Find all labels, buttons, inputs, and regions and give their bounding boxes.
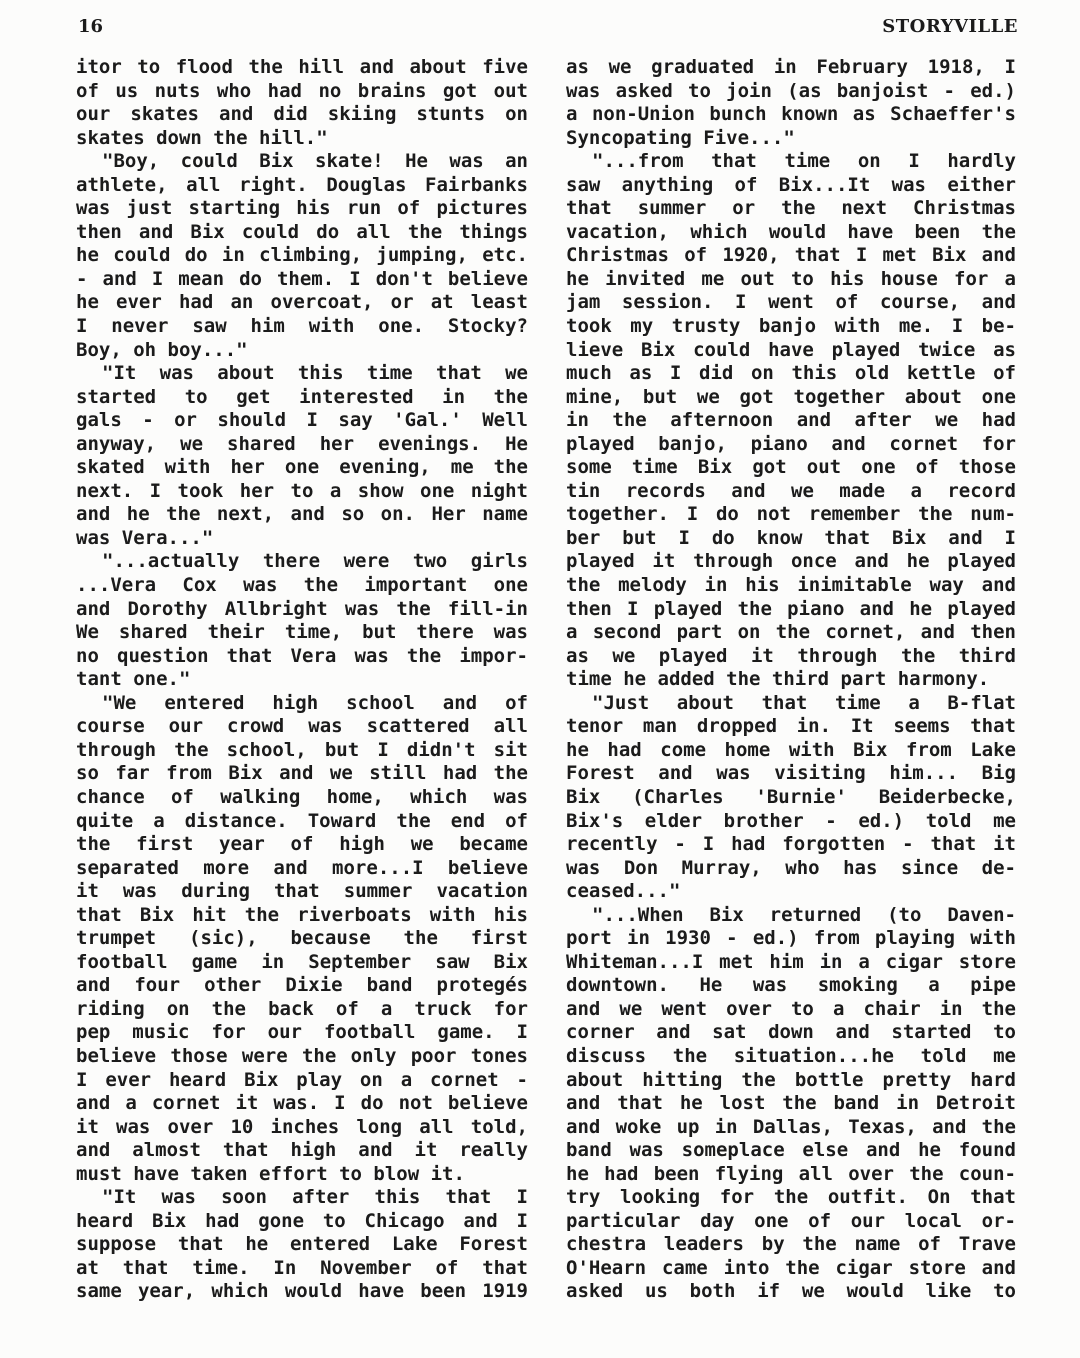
text-line: athlete, all right. Douglas Fairbanks <box>76 173 528 196</box>
text-line: downtown. He was smoking a pipe <box>566 974 1016 997</box>
text-line: our skates and did skiing stunts on <box>76 103 528 126</box>
text-line: Forest and was visiting him... Big <box>566 762 1016 785</box>
text-line: jam session. I went of course, and <box>566 291 1016 314</box>
text-line: ber but I do know that Bix and I <box>566 526 1016 549</box>
text-line: discuss the situation...he told me <box>566 1044 1016 1067</box>
text-line: was Don Murray, who has since de- <box>566 856 1016 879</box>
text-line: and we went over to a chair in the <box>566 997 1016 1020</box>
text-line: he invited me out to his house for a <box>566 267 1016 290</box>
text-line: riding on the back of a truck for <box>76 997 528 1020</box>
text-line: trumpet (sic), because the first <box>76 927 528 950</box>
text-line: ceased..." <box>566 880 681 903</box>
text-line: as we played it through the third <box>566 644 1016 667</box>
text-line: "We entered high school and of <box>102 691 528 714</box>
text-line: "...actually there were two girls <box>102 550 528 573</box>
text-line: Boy, oh boy..." <box>76 338 248 361</box>
text-line: suppose that he entered Lake Forest <box>76 1233 528 1256</box>
text-line: time he added the third part harmony. <box>566 668 990 691</box>
text-line: quite a distance. Toward the end of <box>76 809 528 832</box>
text-line: tin records and we made a record <box>566 479 1016 502</box>
text-line: no question that Vera was the impor- <box>76 644 528 667</box>
text-line: heard Bix had gone to Chicago and I <box>76 1209 528 1232</box>
text-line: We shared their time, but there was <box>76 621 528 644</box>
text-line: the melody in his inimitable way and <box>566 574 1016 597</box>
text-line: was asked to join (as banjoist - ed.) <box>566 79 1016 102</box>
text-line: I ever heard Bix play on a cornet - <box>76 1068 528 1091</box>
text-line: football game in September saw Bix <box>76 950 528 973</box>
text-line: band was someplace else and he found <box>566 1139 1016 1162</box>
text-line: in the afternoon and after we had <box>566 409 1016 432</box>
text-line: and four other Dixie band protegés <box>76 974 528 997</box>
text-line: and a cornet it was. I do not believe <box>76 1092 528 1115</box>
text-line: chestra leaders by the name of Trave <box>566 1233 1016 1256</box>
text-line: believe those were the only poor tones <box>76 1044 528 1067</box>
text-line: started to get interested in the <box>76 385 528 408</box>
text-line: together. I do not remember the num- <box>566 503 1016 526</box>
text-line: "...from that time on I hardly <box>592 150 1016 173</box>
text-line: itor to flood the hill and about five <box>76 56 528 78</box>
text-line: played it through once and he played <box>566 550 1016 573</box>
text-line: vacation, which would have been the <box>566 220 1016 243</box>
text-line: "Boy, could Bix skate! He was an <box>102 150 528 173</box>
text-line: much as I did on this old kettle of <box>566 362 1016 385</box>
text-line: lieve Bix could have played twice as <box>566 338 1016 361</box>
text-line: port in 1930 - ed.) from playing with <box>566 927 1016 950</box>
text-line: it was during that summer vacation <box>76 880 528 903</box>
text-line: the first year of high we became <box>76 833 528 856</box>
text-line: and he the next, and so on. Her name <box>76 503 528 526</box>
text-line: tant one." <box>76 668 191 691</box>
text-line: separated more and more...I believe <box>76 856 528 879</box>
text-line: recently - I had forgotten - that it <box>566 833 1016 856</box>
text-line: it was over 10 inches long all told, <box>76 1115 528 1138</box>
text-line: skates down the hill." <box>76 126 328 149</box>
text-line: and woke up in Dallas, Texas, and the <box>566 1115 1016 1138</box>
text-line: and Dorothy Allbright was the fill-in <box>76 597 528 620</box>
text-line: tenor man dropped in. It seems that <box>566 715 1016 738</box>
text-line: "It was soon after this that I <box>102 1186 528 1209</box>
text-line: must have taken effort to blow it. <box>76 1162 465 1185</box>
text-line: through the school, but I didn't sit <box>76 738 528 761</box>
text-line: he had come home with Bix from Lake <box>566 738 1016 761</box>
text-line: he ever had an overcoat, or at least <box>76 291 528 314</box>
text-line: - and I mean do them. I don't believe <box>76 267 528 290</box>
text-line: "Just about that time a B-flat <box>592 691 1016 714</box>
text-line: O'Hearn came into the cigar store and <box>566 1256 1016 1279</box>
text-line: asked us both if we would like to <box>566 1280 1016 1303</box>
text-line: then I played the piano and he played <box>566 597 1016 620</box>
text-line: of us nuts who had no brains got out <box>76 79 528 102</box>
text-line: and almost that high and it really <box>76 1139 528 1162</box>
text-line: Whiteman...I met him in a cigar store <box>566 950 1016 973</box>
right-text-column <box>566 56 1016 1304</box>
text-line: some time Bix got out one of those <box>566 456 1016 479</box>
text-line: so far from Bix and we still had the <box>76 762 528 785</box>
text-line: next. I took her to a show one night <box>76 479 528 502</box>
text-line: took my trusty banjo with me. I be- <box>566 315 1016 338</box>
text-line: "It was about this time that we <box>102 362 528 385</box>
text-line: I never saw him with one. Stocky? <box>76 315 528 338</box>
text-line: was Vera..." <box>76 526 214 549</box>
text-line: "...When Bix returned (to Daven- <box>592 903 1016 926</box>
text-line: was just starting his run of pictures <box>76 197 528 220</box>
text-line: a non-Union bunch known as Schaeffer's <box>566 103 1016 126</box>
text-line: particular day one of our local or- <box>566 1209 1016 1232</box>
text-line: he could do in climbing, jumping, etc. <box>76 244 528 267</box>
text-line: Bix's elder brother - ed.) told me <box>566 809 1016 832</box>
text-line: and that he lost the band in Detroit <box>566 1092 1016 1115</box>
text-line: then and Bix could do all the things <box>76 220 528 243</box>
text-line: played banjo, piano and cornet for <box>566 432 1016 455</box>
text-line: same year, which would have been 1919 <box>76 1280 528 1303</box>
text-line: he had been flying all over the coun- <box>566 1162 1016 1185</box>
text-line: anyway, we shared her evenings. He <box>76 432 528 455</box>
text-line: chance of walking home, which was <box>76 785 528 808</box>
text-line: gals - or should I say 'Gal.' Well <box>76 409 528 432</box>
text-line: course our crowd was scattered all <box>76 715 528 738</box>
text-line: a second part on the cornet, and then <box>566 621 1016 644</box>
text-line: that summer or the next Christmas <box>566 197 1016 220</box>
text-line: pep music for our football game. I <box>76 1021 528 1044</box>
text-line: Christmas of 1920, that I met Bix and <box>566 244 1016 267</box>
text-line: Syncopating Five..." <box>566 126 795 149</box>
left-text-column <box>76 56 528 1304</box>
text-line: about hitting the bottle pretty hard <box>566 1068 1016 1091</box>
text-line: try looking for the outfit. On that <box>566 1186 1016 1209</box>
text-line: corner and sat down and started to <box>566 1021 1016 1044</box>
text-line: Bix (Charles 'Burnie' Beiderbecke, <box>566 785 1016 808</box>
text-line: that Bix hit the riverboats with his <box>76 903 528 926</box>
text-line: mine, but we got together about one <box>566 385 1016 408</box>
page-number: 16 <box>78 16 104 37</box>
text-line: at that time. In November of that <box>76 1256 528 1279</box>
text-line: saw anything of Bix...It was either <box>566 173 1016 196</box>
text-line: skated with her one evening, me the <box>76 456 528 479</box>
publication-title: STORYVILLE <box>882 16 1018 37</box>
text-line: ...Vera Cox was the important one <box>76 574 528 597</box>
text-line: as we graduated in February 1918, I <box>566 56 1016 78</box>
page-header <box>78 16 1018 42</box>
